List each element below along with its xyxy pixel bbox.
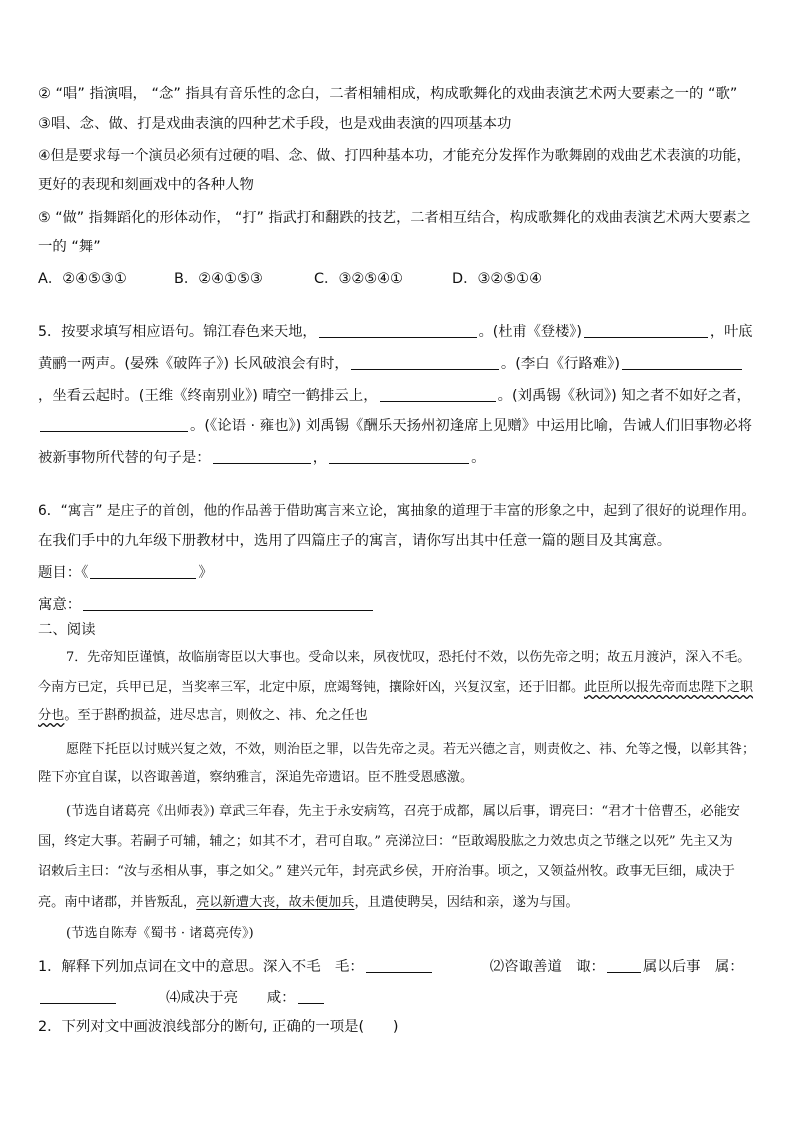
q7-wavy-text: 分也 [38, 708, 65, 723]
q7-text: ，且遣使聘吴，因结和亲，遂为与国。 [354, 895, 579, 910]
answer-blank[interactable] [40, 417, 188, 432]
answer-blank[interactable] [380, 387, 496, 402]
q5-line4 [38, 416, 756, 436]
question-text: 1．解释下列加点词在文中的意思。深入不毛 毛： [38, 959, 364, 975]
q7-p3-line3: 诏敕后主曰：“汝与丞相从事，事之如父。” 建兴元年，封亮武乡侯，开府治事。顷之，又领益州牧。政事无巨细，咸决于 [38, 864, 735, 879]
q5-text: 。(杜甫《登楼》) [478, 324, 582, 340]
q4-item-3: ③唱、念、做、打是戏曲表演的四种艺术手段，也是戏曲表演的四项基本功 [38, 116, 512, 132]
q4-option-c[interactable]: C．③②⑤④① [314, 271, 403, 287]
q7-text: 。至于斟酌损益，进尽忠言，则攸之、祎、允之任也 [64, 708, 368, 723]
answer-blank[interactable] [366, 958, 432, 973]
answer-blank[interactable] [329, 449, 469, 464]
answer-blank[interactable] [298, 989, 324, 1004]
q7-text: 今南方已定，兵甲已足，当奖率三军，北定中原，庶竭驽钝，攘除奸凶，兴复汉室，还于旧都。 [38, 680, 585, 695]
q6-title-blank[interactable] [90, 564, 196, 579]
q4-option-b[interactable]: B．②④①⑤③ [174, 271, 263, 287]
q6-moral-line [38, 595, 756, 615]
q7-sub1-line1 [38, 957, 756, 977]
answer-blank[interactable] [319, 323, 477, 338]
q7-p3-line4 [38, 893, 756, 913]
q5-text: ，叶底 [709, 324, 753, 340]
q4-options [38, 269, 756, 289]
q4-option-a[interactable]: A．②④⑤③① [38, 271, 127, 287]
answer-blank[interactable] [607, 958, 641, 973]
section-heading: 二、阅读 [38, 622, 96, 638]
q4-item-5-line1: ⑤ “做” 指舞蹈化的形体动作， “打” 指武打和翻跌的技艺，二者相互结合，构成歌舞化的戏曲表演艺术两大要素之 [38, 210, 751, 226]
q7-text: 亮。南中诸郡，并皆叛乱， [38, 895, 197, 910]
q6-line1: 6．“寓言” 是庄子的首创，他的作品善于借助寓言来立论，寓抽象的道理于丰富的形象之中，起到了很好的说理作用。 [38, 503, 756, 519]
q7-source: (节选自陈寿《蜀书 · 诸葛亮传》) [66, 926, 254, 941]
q7-sub2: 2．下列对文中画波浪线部分的断句, 正确的一项是( ) [38, 1019, 399, 1035]
answer-blank[interactable] [351, 355, 499, 370]
q4-item-5-line2: 一的 “舞” [38, 239, 101, 255]
q7-underlined-text: 亮以新遭大丧，故未便加兵 [196, 895, 355, 910]
q6-moral-label: 寓意： [38, 597, 82, 613]
question-text: ⑵咨诹善道 诹： [489, 959, 605, 975]
q5-text: ， [312, 450, 328, 466]
q5-line1 [38, 322, 756, 342]
q4-option-d[interactable]: D．③②⑤①④ [452, 271, 542, 287]
q6-title-label: 题目：《 [38, 565, 89, 581]
q5-text: 。(李白《行路难》) [500, 356, 620, 372]
q6-line2: 在我们手中的九年级下册教材中，选用了四篇庄子的寓言，请你写出其中任意一篇的题目及其寓意。 [38, 533, 672, 549]
q6-title-close: 》 [198, 565, 213, 581]
q7-p2-line2: 陛下亦宜自谋，以咨诹善道，察纳雅言，深追先帝遗诏。臣不胜受恩感激。 [38, 770, 474, 785]
q7-p1-line2 [38, 678, 756, 698]
q5-line3 [38, 386, 756, 406]
q5-text: 被新事物所代替的句子是： [38, 450, 211, 466]
question-text: 属以后事 属： [642, 959, 744, 975]
q7-p3-line2: 国，终定大事。若嗣子可辅，辅之；如其不才，君可自取。” 亮涕泣曰：“臣敢竭股肱之力效忠贞之节继之以死” 先主又为 [38, 834, 733, 849]
q7-p3-line1: (节选自诸葛亮《出师表》) 章武三年春，先主于永安病笃，召亮于成都，属以后事，谓亮曰：“君才十倍曹丕，必能安 [66, 804, 740, 819]
q7-sub1-line2 [38, 988, 756, 1008]
q4-item-2: ② “唱” 指演唱， “念” 指具有音乐性的念白，二者相辅相成，构成歌舞化的戏曲表演艺术两大要素之一的 “歌” [38, 86, 738, 102]
q5-text: 。(刘禹锡《秋词》) 知之者不如好之者， [497, 388, 751, 404]
answer-blank[interactable] [622, 355, 742, 370]
q5-text: 。 [471, 450, 486, 466]
q4-item-4-line1: ④但是要求每一个演员必须有过硬的唱、念、做、打四种基本功，才能充分发挥作为歌舞剧的戏曲艺术表演的功能， [38, 148, 751, 164]
answer-blank[interactable] [213, 449, 311, 464]
q7-wavy-text: 此臣所以报先帝而忠陛下之职 [584, 680, 754, 695]
q7-p1-line3 [38, 706, 756, 726]
q4-item-4-line2: 更好的表现和刻画戏中的各种人物 [38, 177, 254, 193]
answer-blank[interactable] [584, 323, 708, 338]
q5-text: 黄鹂一两声。(晏殊《破阵子》) 长风破浪会有时， [38, 356, 349, 372]
question-text: ⑷咸决于亮 咸： [166, 990, 296, 1006]
q6-moral-blank[interactable] [83, 596, 373, 611]
q7-p1-line1: 7．先帝知臣谨慎，故临崩寄臣以大事也。受命以来，夙夜忧叹，恐托付不效，以伤先帝之明；故五月渡泸，深入不毛。 [66, 650, 751, 665]
answer-blank[interactable] [40, 989, 116, 1004]
q5-text: 。(《论语 · 雍也》) 刘禹锡《酬乐天扬州初逢席上见赠》中运用比喻，告诫人们旧事物必将 [190, 418, 752, 434]
q6-title-line [38, 563, 756, 583]
q5-line5 [38, 448, 756, 468]
q5-line2 [38, 354, 756, 374]
q5-text: 5．按要求填写相应语句。锦江春色来天地， [38, 324, 317, 340]
q7-p2-line1: 愿陛下托臣以讨贼兴复之效，不效，则治臣之罪，以告先帝之灵。若无兴德之言，则责攸之、祎、允等之慢，以彰其咎； [66, 742, 756, 757]
q5-text: ，坐看云起时。(王维《终南别业》) 晴空一鹤排云上， [38, 388, 378, 404]
